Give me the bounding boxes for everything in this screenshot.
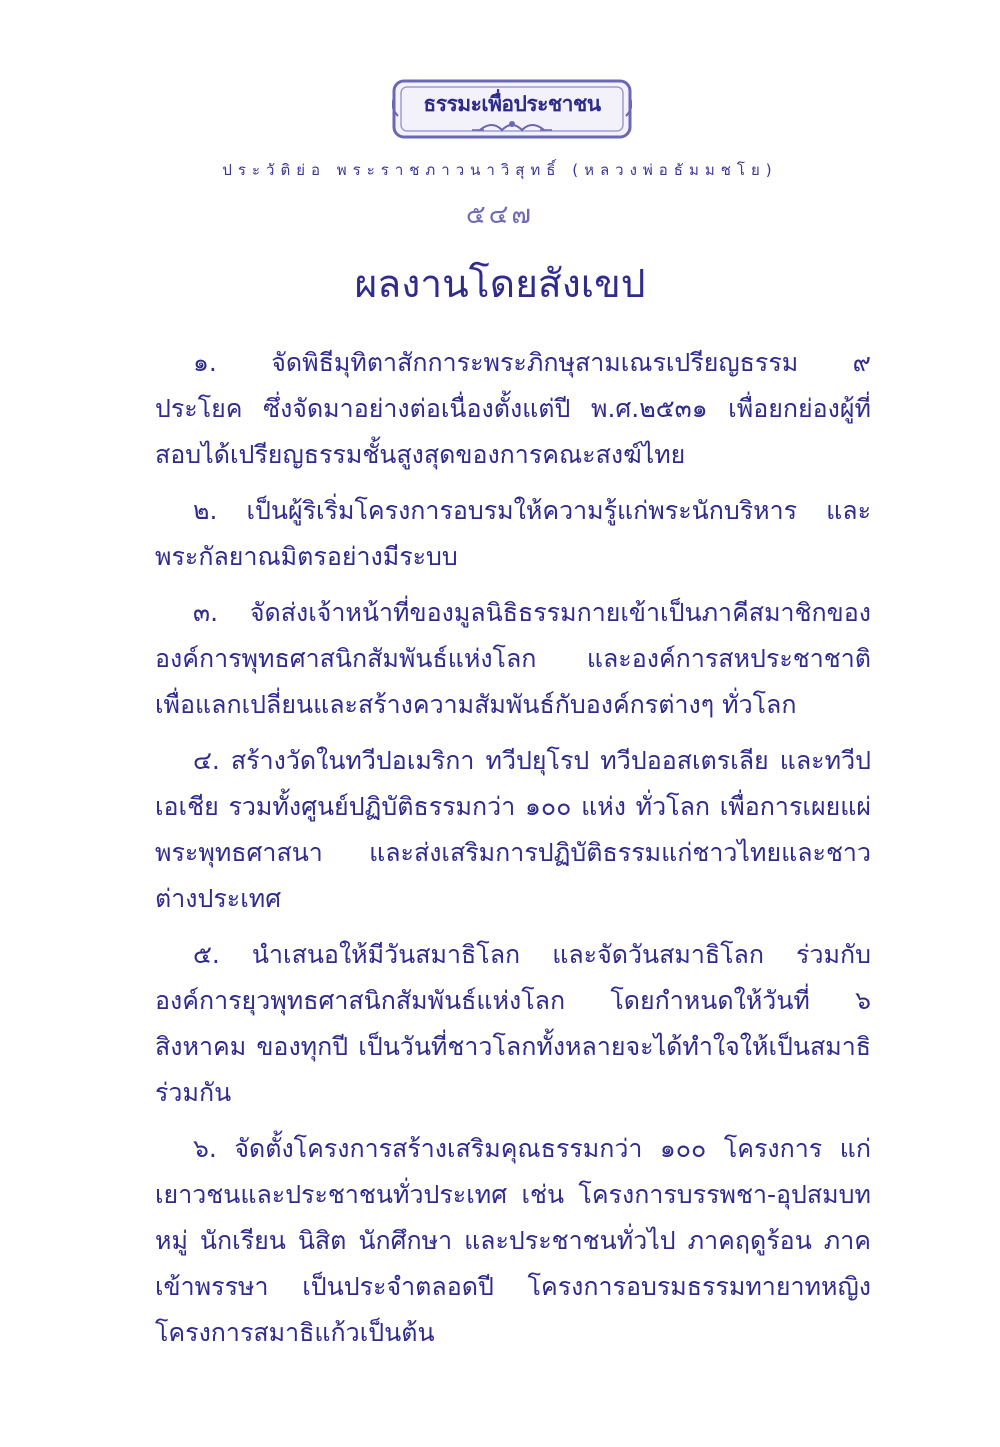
page-title: ผลงานโดยสังเขป [354, 262, 646, 307]
list-item: ๔. สร้างวัดในทวีปอเมริกา ทวีปยุโรป ทวีปออสเตรเลีย และทวีปเอเชีย รวมทั้งศูนย์ปฏิบัติธรรมกว่า ๑๐๐ แห่ง ทั่วโลก เพื่อการเผยแผ่พระพุทธศาสนา และส่งเสริมการปฏิบัติธรรมแก่ชาวไทยและชาวต่างประเทศ [155, 746, 871, 913]
list-item: ๒. เป็นผู้ริเริ่มโครงการอบรมให้ความรู้แก่พระนักบริหาร และพระกัลยาณมิตรอย่างมีระบบ [155, 496, 871, 571]
logo-text: ธรรมะเพื่อประชาชน [423, 92, 601, 116]
list-item: ๓. จัดส่งเจ้าหน้าที่ของมูลนิธิธรรมกายเข้าเป็นภาคีสมาชิกขององค์การพุทธศาสนิกสัมพันธ์แห่งโลก และองค์การสหประชาชาติ เพื่อแลกเปลี่ยนและสร้างความสัมพันธ์กับองค์กรต่างๆ ทั่วโลก [155, 598, 871, 719]
list-item: ๑. จัดพิธีมุทิตาสักการะพระภิกษุสามเณรเปรียญธรรม ๙ ประโยค ซึ่งจัดมาอย่างต่อเนื่องตั้งแต่ปี พ.ศ.๒๕๓๑ เพื่อยกย่องผู้ที่สอบได้เปรียญธรรมชั้นสูงสุดของการคณะสงฆ์ไทย [155, 348, 871, 469]
list-item: ๕. นำเสนอให้มีวันสมาธิโลก และจัดวันสมาธิโลก ร่วมกับองค์การยุวพุทธศาสนิกสัมพันธ์แห่งโลก โดยกำหนดให้วันที่ ๖ สิงหาคม ของทุกปี เป็นวันที่ชาวโลกทั้งหลายจะได้ทำใจให้เป็นสมาธิร่วมกัน [155, 940, 871, 1107]
running-header: ประวัติย่อ พระราชภาวนาวิสุทธิ์ (หลวงพ่อธัมมชโย) [222, 161, 778, 179]
page-number: ๕๔๗ [466, 200, 534, 230]
list-item: ๖. จัดตั้งโครงการสร้างเสริมคุณธรรมกว่า ๑๐๐ โครงการ แก่เยาวชนและประชาชนทั่วประเทศ เช่น โครงการบรรพชา-อุปสมบทหมู่ นักเรียน นิสิต นักศึกษา และประชาชนทั่วไป ภาคฤดูร้อน ภาคเข้าพรรษา เป็นประจำตลอดปี โครงการอบรมธรรมทายาทหญิง โครงการสมาธิแก้วเป็นต้น [155, 1134, 871, 1347]
achievements-list [155, 340, 871, 1366]
dhamma-logo [392, 78, 632, 148]
